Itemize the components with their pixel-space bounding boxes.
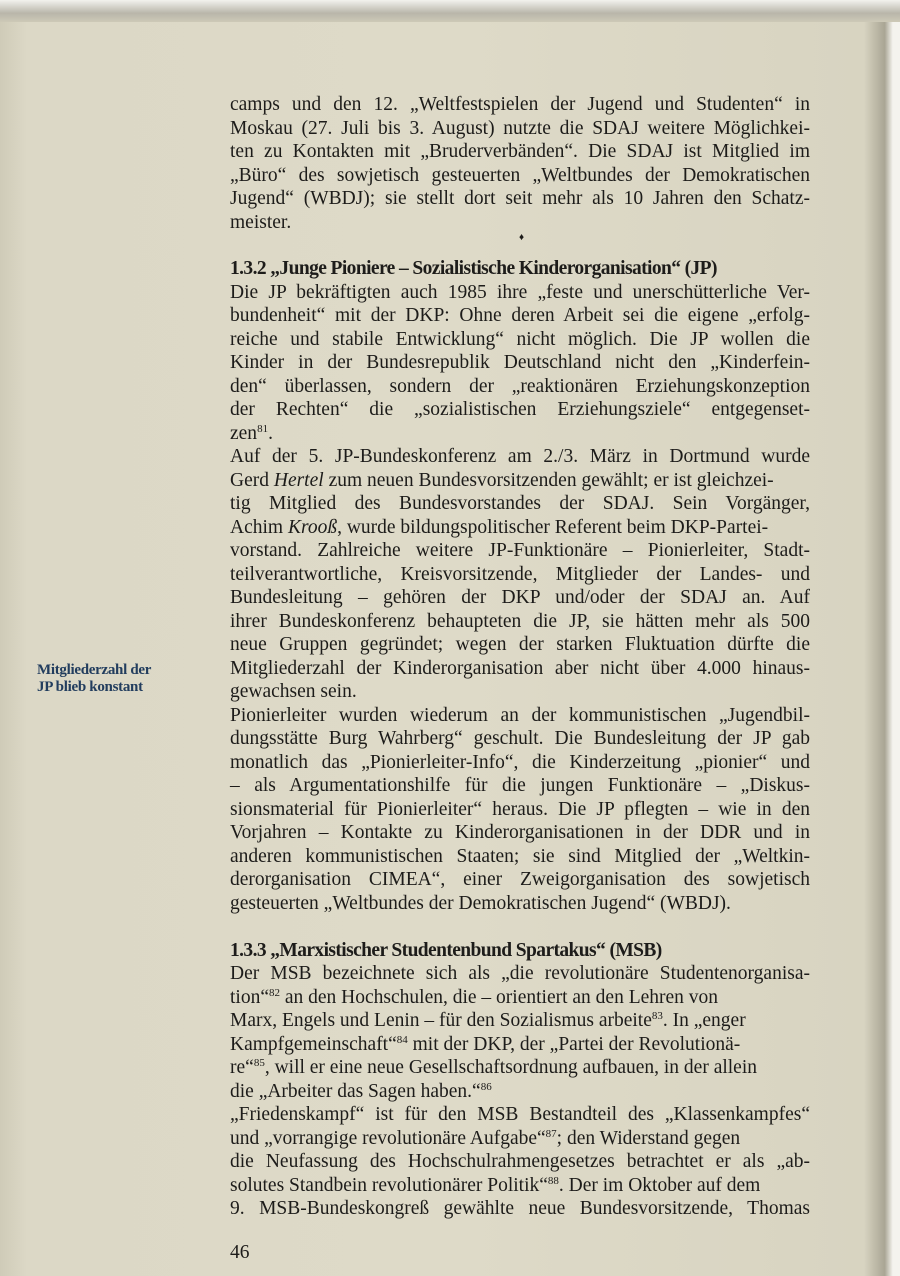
footnote-ref: 81 [257, 422, 269, 435]
text-line: 9. MSB-Bundeskongreß gewählte neue Bundesvorsitzende, Thomas [230, 1198, 810, 1219]
text-segment: tion“ [230, 986, 269, 1008]
text-segment: , will er eine neue Gesellschaftsordnung aufbauen, in der allein [264, 1057, 758, 1078]
text-segment: an den Hochschulen, die – orientiert an den Lehren von [280, 986, 719, 1008]
text-line: Kinder in der Bundesrepublik Deutschland nicht den „Kinderfein- [230, 352, 810, 373]
text-line: Mitgliederzahl der Kinderorganisation aber nicht über 4.000 hinaus- [230, 657, 810, 679]
text-segment: solutes Standbein revolutionärer Politik“ [230, 1174, 548, 1196]
text-segment: Gerd [230, 469, 274, 491]
text-line: anderen kommunistischen Staaten; sie sind Mitglied der „Weltkin- [230, 845, 810, 867]
text-line: den“ überlassen, sondern der „reaktionären Erziehungskonzeption [230, 375, 810, 397]
text-segment: gewachsen sein. [230, 681, 357, 702]
text-line: Auf der 5. JP-Bundeskonferenz am 2./3. März in Dortmund wurde [230, 446, 810, 467]
text-line: ihrer Bundeskonferenz behaupteten die JP, sie hätten mehr als 500 [230, 610, 810, 632]
text-segment: ; den Widerstand gegen [556, 1127, 741, 1149]
text-segment: zen [230, 422, 258, 444]
section-heading: 1.3.2 „Junge Pioniere – Sozialistische Kinderorganisation“ (JP) [230, 258, 717, 279]
footnote-ref: 85 [253, 1057, 265, 1069]
text-line: ten zu Kontakten mit „Bruderverbänden“. Die SDAJ ist Mitglied im [230, 141, 810, 162]
text-segment: . [268, 422, 273, 444]
text-line [230, 1009, 810, 1033]
footnote-ref: 84 [396, 1033, 408, 1046]
footnote-ref: 88 [547, 1174, 559, 1187]
text-line: monatlich das „Pionierleiter-Info“, die Kinderzeitung „pionier“ und [230, 751, 810, 773]
text-line: sionsmaterial für Pionierleiter“ heraus. Die JP pflegten – wie in den [230, 798, 810, 820]
text-segment: . In „enger [662, 1010, 746, 1031]
section-body [230, 962, 810, 1221]
margin-note-line: JP blieb konstant [37, 679, 143, 695]
text-segment: Achim [230, 516, 288, 538]
text-line [230, 1056, 810, 1080]
text-segment: gesteuerten „Weltbundes der Demokratischen Jugend“ (WBDJ). [230, 892, 731, 914]
text-line: neue Gruppen gegründet; wegen der starken Fluktuation dürfte die [230, 634, 810, 655]
text-line: „Friedenskampf“ ist für den MSB Bestandteil des „Klassenkampfes“ [230, 1104, 810, 1125]
text-line [230, 892, 810, 916]
text-segment: die „Arbeiter das Sagen haben.“ [230, 1080, 481, 1102]
text-line [230, 422, 810, 446]
text-line [230, 211, 810, 235]
text-line: Jugend“ (WBDJ); sie stellt dort seit mehr als 10 Jahren den Schatz- [230, 188, 810, 209]
footnote-ref: 83 [651, 1010, 663, 1022]
text-line: Der MSB bezeichnete sich als „die revolutionäre Studentenorganisa- [230, 963, 810, 984]
text-line [230, 1080, 810, 1104]
margin-note [37, 662, 187, 696]
section-heading: 1.3.3 „Marxistischer Studentenbund Spartakus“ (MSB) [230, 939, 662, 961]
text-segment: mit der DKP, der „Partei der Revolutionä- [407, 1033, 741, 1055]
page-number: 46 [230, 1242, 250, 1263]
italic-name: Krooß [287, 516, 338, 538]
text-segment: Kampfgemeinschaft“ [230, 1033, 397, 1055]
text-segment: und „vorrangige revolutionäre Aufgabe“ [230, 1127, 546, 1149]
text-line: reiche und stabile Entwicklung“ nicht möglich. Die JP wollen die [230, 328, 810, 350]
text-line: „Büro“ des sowjetisch gesteuerten „Weltbundes der Demokratischen [230, 164, 810, 186]
text-line: Moskau (27. Juli bis 3. August) nutzte die SDAJ weitere Möglichkei- [230, 117, 810, 139]
text-line [230, 1033, 810, 1057]
footnote-ref: 86 [480, 1080, 492, 1093]
text-segment: re“ [230, 1057, 254, 1078]
text-line [230, 1127, 810, 1151]
text-line: der Rechten“ die „sozialistischen Erziehungsziele“ entgegenset- [230, 399, 810, 420]
text-segment: . Der im Oktober auf dem [558, 1174, 761, 1196]
text-line: camps und den 12. „Weltfestspielen der Jugend und Studenten“ in [230, 94, 810, 115]
text-line: – als Argumentationshilfe für die jungen Funktionäre – „Diskus- [230, 775, 810, 796]
footnote-ref: 87 [545, 1127, 557, 1140]
margin-note-line: Mitgliederzahl der [37, 662, 152, 678]
text-segment: , wurde bildungspolitischer Referent beim DKP-Partei- [337, 516, 769, 538]
section-divider-bullet: ♦ [519, 232, 525, 243]
footnote-ref: 82 [269, 986, 280, 999]
text-segment: meister. [230, 211, 292, 233]
section-body [230, 281, 810, 916]
text-segment: Marx, Engels und Lenin – für den Sozialismus arbeite [230, 1010, 652, 1031]
italic-name: Hertel [273, 469, 324, 491]
text-line: tig Mitglied des Bundesvorstandes der SDAJ. Sein Vorgänger, [230, 493, 810, 514]
text-line: Bundesleitung – gehören der DKP und/oder der SDAJ an. Auf [230, 587, 810, 608]
text-line: die Neufassung des Hochschulrahmengesetzes betrachtet er als „ab- [230, 1151, 810, 1172]
text-line: vorstand. Zahlreiche weitere JP-Funktionäre – Pionierleiter, Stadt- [230, 540, 810, 561]
text-line [230, 1174, 810, 1198]
text-line: bundenheit“ mit der DKP: Ohne deren Arbeit sei die eigene „erfolg- [230, 305, 810, 326]
text-segment: zum neuen Bundesvorsitzenden gewählt; er ist gleichzei- [323, 469, 774, 491]
text-line [230, 986, 810, 1010]
scan-top-edge [0, 0, 900, 22]
text-line: derorganisation CIMEA“, einer Zweigorganisation des sowjetisch [230, 869, 810, 890]
text-line [230, 469, 810, 493]
text-line [230, 680, 810, 704]
text-line: Pionierleiter wurden wiederum an der kommunistischen „Jugendbil- [230, 704, 810, 726]
text-line [230, 516, 810, 540]
text-line: teilverantwortliche, Kreisvorsitzende, Mitglieder der Landes- und [230, 563, 810, 585]
text-line: dungsstätte Burg Wahrberg“ geschult. Die Bundesleitung der JP gab [230, 728, 810, 749]
text-line: Vorjahren – Kontakte zu Kinderorganisationen in der DDR und in [230, 822, 810, 843]
paragraph-intro [230, 93, 810, 234]
section-1-3-2 [230, 257, 810, 1221]
text-line: Die JP bekräftigten auch 1985 ihre „feste und unerschütterliche Ver- [230, 281, 810, 303]
